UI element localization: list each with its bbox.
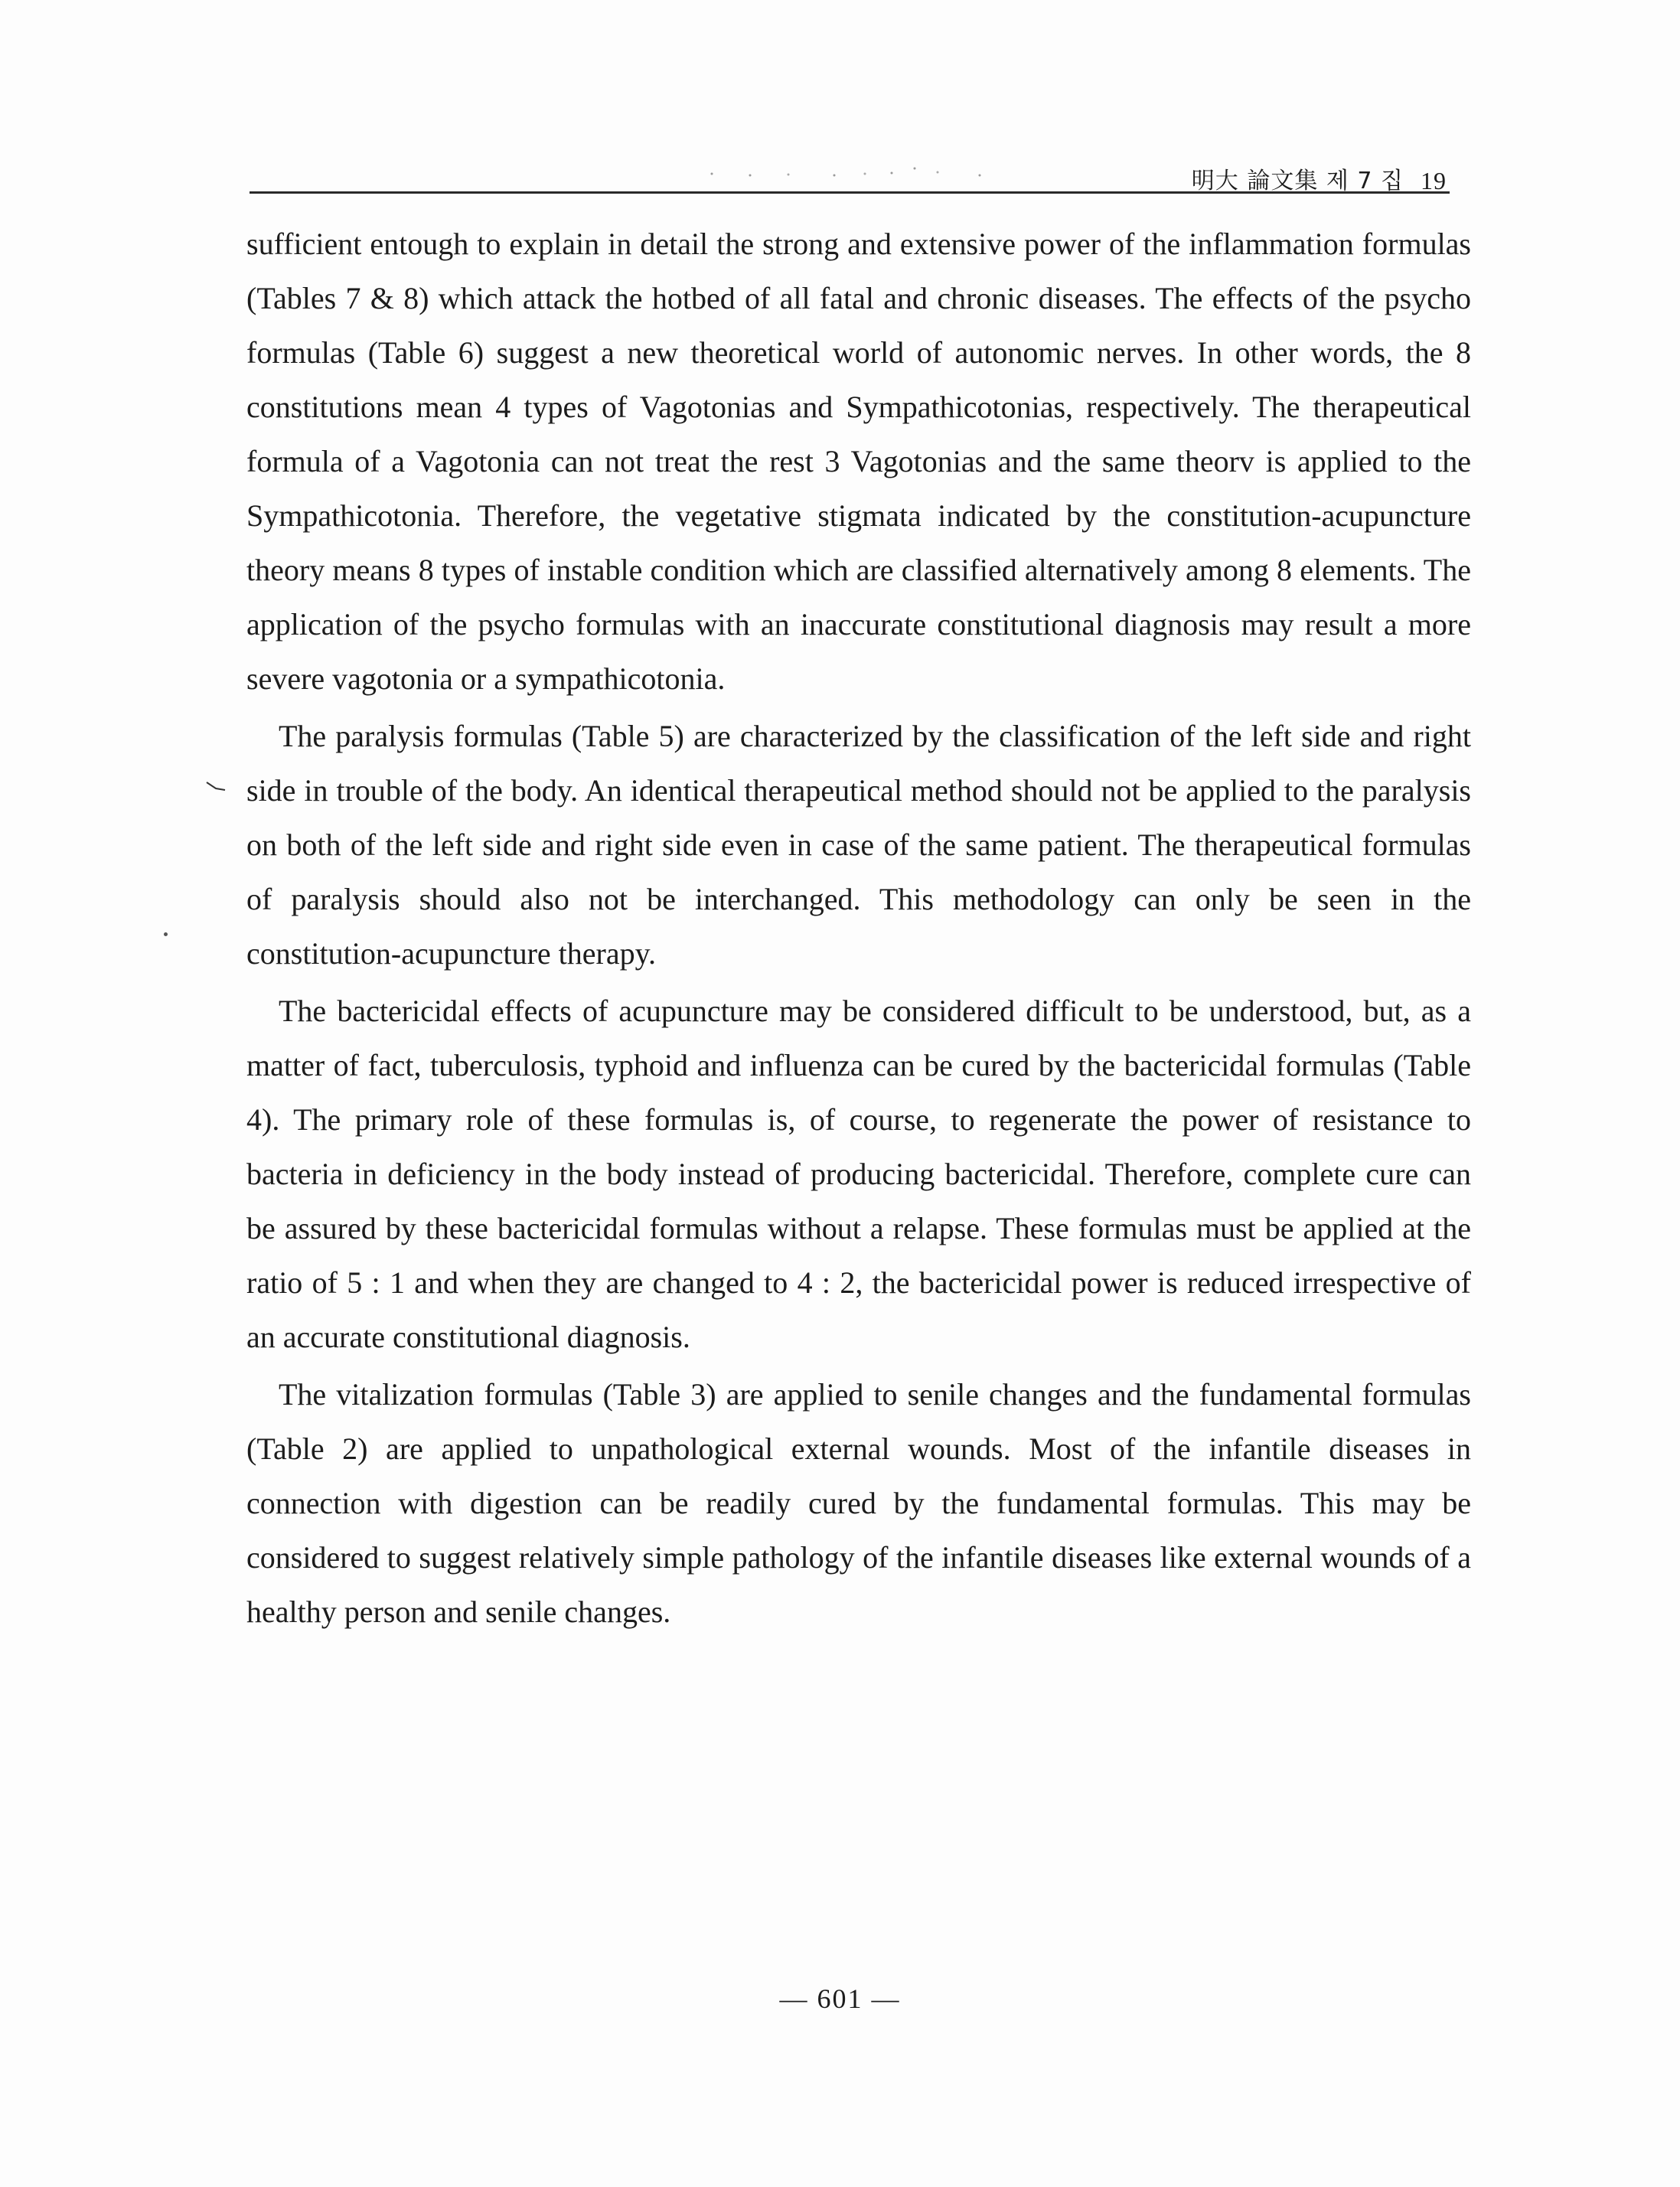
body-text <box>246 217 1471 1639</box>
paragraph-1: sufficient entough to explain in detail the strong and extensive power of the inflammation formulas (Tables 7 & 8) which attack the hotbed of all fatal and chronic diseases. The effects of the psycho formulas (Table 6) suggest a new theoretical world of autonomic nerves. In other words, the 8 constitutions mean 4 types of Vagotonias and Sympathicotonias, respectively. The therapeutical formula of a Vagotonia can not treat the rest 3 Vagotonias and the same theorv is applied to the Sympathicotonia. Therefore, the vegetative stigmata indicated by the constitution-acupuncture theory means 8 types of instable condition which are classified alternatively among 8 elements. The application of the psycho formulas with an inaccurate constitutional diagnosis may result a more severe vagotonia or a sympathicotonia. <box>246 227 1471 696</box>
paragraph-2: The paralysis formulas (Table 5) are characterized by the classification of the left side and right side in trouble of the body. An identical therapeutical method should not be applied to the paralysis on both of the left side and right side even in case of the same patient. The therapeutical formulas of paralysis should also not be interchanged. This methodology can only be seen in the constitution-acupuncture therapy. <box>246 719 1471 971</box>
paragraph-3: The bactericidal effects of acupuncture may be considered difficult to be understood, but, as a matter of fact, tuberculosis, typhoid and influenza can be cured by the bactericidal formulas (Table 4). The primary role of these formulas is, of course, to regenerate the power of resistance to bacteria in deficiency in the body instead of producing bactericidal. Therefore, complete cure can be assured by these bactericidal formulas without a relapse. These formulas must be applied at the ratio of 5 : 1 and when they are changed to 4 : 2, the bactericidal power is reduced irrespective of an accurate constitutional diagnosis. <box>246 994 1471 1354</box>
margin-mark <box>205 779 228 795</box>
running-header <box>1125 157 1447 195</box>
scan-speckles <box>689 157 1041 188</box>
footer-page-number: — 601 — <box>779 1983 901 2014</box>
header-rule <box>250 191 1450 194</box>
scan-dot <box>164 932 168 936</box>
journal-title: 明大 論文集 제 7 집 <box>1191 168 1404 194</box>
header-page-number: 19 <box>1421 167 1447 194</box>
paragraph-4: The vitalization formulas (Table 3) are applied to senile changes and the fundamental formulas (Table 2) are applied to unpathological external wounds. Most of the infantile diseases in connection with digestion can be readily cured by the fundamental formulas. This may be considered to suggest relatively simple pathology of the infantile diseases like external wounds of a healthy person and senile changes. <box>246 1377 1471 1629</box>
